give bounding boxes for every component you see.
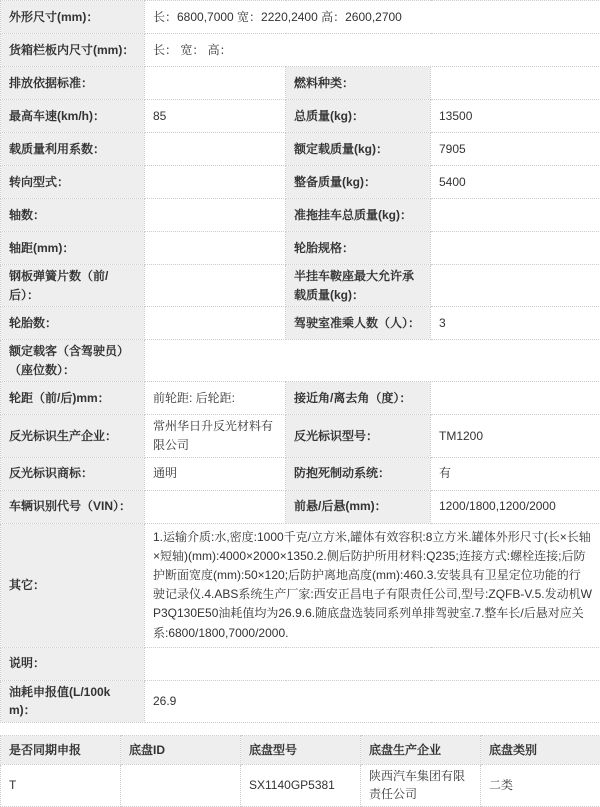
- spec-value: [145, 67, 286, 100]
- spec-value: 1200/1800,1200/2000: [431, 490, 600, 523]
- spec-label: 接近角/离去角（度）：: [286, 382, 431, 415]
- spec-value: 前轮距: 后轮距:: [145, 382, 286, 415]
- spec-label: 车辆识别代号（VIN）：: [1, 490, 145, 523]
- spec-value: [145, 340, 600, 382]
- row-cargo-box-dimensions: [1, 34, 600, 67]
- chassis-header-category: 底盘类别: [481, 735, 600, 764]
- chassis-table: [0, 735, 600, 807]
- row-notes: [1, 647, 600, 680]
- spec-label: 排放依据标准：: [1, 67, 145, 100]
- spec-value: [145, 133, 286, 166]
- row-steering-type-curb-weight: [1, 166, 600, 199]
- chassis-category-value: 二类: [481, 764, 600, 806]
- spec-value: 有: [431, 457, 600, 490]
- row-leaf-springs-saddle-load: [1, 265, 600, 307]
- row-exterior-dimensions: [1, 1, 600, 34]
- chassis-id-value: [121, 764, 241, 806]
- spec-value: 长：6800,7000 宽：2220,2400 高：2600,2700: [145, 1, 600, 34]
- spec-value: 长： 宽： 高：: [145, 34, 600, 67]
- spec-label: 钢板弹簧片数（前/后）：: [1, 265, 145, 307]
- spec-label: 转向型式：: [1, 166, 145, 199]
- chassis-header-row: [1, 735, 600, 764]
- row-track-approach-angle: [1, 382, 600, 415]
- spec-label: 外形尺寸(mm)：: [1, 1, 145, 34]
- row-reflective-trademark-abs: [1, 457, 600, 490]
- spec-value: [431, 67, 600, 100]
- row-rated-passengers: [1, 340, 600, 382]
- spec-label: 载质量利用系数：: [1, 133, 145, 166]
- row-reflective-manufacturer-model: [1, 415, 600, 457]
- spec-value: [145, 265, 286, 307]
- row-wheelbase-tire-spec: [1, 232, 600, 265]
- spec-label: 轴数：: [1, 199, 145, 232]
- spec-label: 反光标识商标：: [1, 457, 145, 490]
- chassis-model-value: SX1140GP5381: [241, 764, 361, 806]
- row-vin-overhang: [1, 490, 600, 523]
- spec-label: 驾驶室准乘人数（人）：: [286, 307, 431, 340]
- spec-label: 反光标识生产企业：: [1, 415, 145, 457]
- spec-label: 额定载客（含驾驶员）（座位数）：: [1, 340, 145, 382]
- chassis-header-same-period: 是否同期申报: [1, 735, 121, 764]
- spec-label: 总质量(kg)：: [286, 100, 431, 133]
- spec-label: 说明：: [1, 647, 145, 680]
- spec-value: [145, 647, 600, 680]
- spec-label: 其它：: [1, 523, 145, 647]
- spec-label: 半挂车鞍座最大允许承载质量(kg)：: [286, 265, 431, 307]
- chassis-header-id: 底盘ID: [121, 735, 241, 764]
- spec-label: 前悬/后悬(mm)：: [286, 490, 431, 523]
- chassis-header-model: 底盘型号: [241, 735, 361, 764]
- spec-label: 整备质量(kg)：: [286, 166, 431, 199]
- spec-value: [145, 199, 286, 232]
- spec-value: [431, 199, 600, 232]
- spec-value: [145, 307, 286, 340]
- spec-value: 3: [431, 307, 600, 340]
- spec-label: 轮距（前/后)mm：: [1, 382, 145, 415]
- spec-value: 通明: [145, 457, 286, 490]
- row-emission-standard-fuel-type: [1, 67, 600, 100]
- spec-value: [145, 166, 286, 199]
- row-axle-count-trailer-mass: [1, 199, 600, 232]
- spec-label: 油耗申报值(L/100km)：: [1, 680, 145, 722]
- spec-value: 26.9: [145, 680, 600, 722]
- spec-label: 最高车速(km/h)：: [1, 100, 145, 133]
- chassis-manufacturer-value: 陕西汽车集团有限责任公司: [361, 764, 481, 806]
- spec-label: 轮胎规格：: [286, 232, 431, 265]
- spec-value: [145, 490, 286, 523]
- row-other: [1, 523, 600, 647]
- spec-label: 防抱死制动系统：: [286, 457, 431, 490]
- spec-value: 1.运输介质:水,密度:1000千克/立方米,罐体有效容积:8立方米.罐体外形尺寸(长×长轴×短轴)(mm):4000×2000×1350.2.侧后防护所用材料:Q235;连接方式:螺栓连接;后防护断面宽度(mm):50×120;后防护离地高度(mm):460.3.安装具有卫星定位功能的行驶记录仪.4.ABS系统生产厂家:西安正昌电子有限责任公司,型号:ZQFB-V.5.发动机WP3Q130E50油耗值均为26.9.6.随底盘选装同系列单排驾驶室.7.整车长/后悬对应关系:6800/1800,7000/2000.: [145, 523, 600, 647]
- spec-value: TM1200: [431, 415, 600, 457]
- spec-value: [145, 232, 286, 265]
- row-tire-count-cab-passengers: [1, 307, 600, 340]
- spec-value: [431, 382, 600, 415]
- spec-label: 轮胎数：: [1, 307, 145, 340]
- spec-value: [431, 265, 600, 307]
- spec-label: 额定载质量(kg)：: [286, 133, 431, 166]
- spec-value: 常州华日升反光材料有限公司: [145, 415, 286, 457]
- row-load-factor-rated-load: [1, 133, 600, 166]
- spec-label: 反光标识型号：: [286, 415, 431, 457]
- spec-value: 7905: [431, 133, 600, 166]
- row-max-speed-total-mass: [1, 100, 600, 133]
- spec-label: 轴距(mm)：: [1, 232, 145, 265]
- chassis-header-manufacturer: 底盘生产企业: [361, 735, 481, 764]
- chassis-data-row: [1, 764, 600, 806]
- spec-label: 燃料种类：: [286, 67, 431, 100]
- chassis-same-period-value: T: [1, 764, 121, 806]
- spec-value: [431, 232, 600, 265]
- spec-label: 准拖挂车总质量(kg)：: [286, 199, 431, 232]
- spec-value: 5400: [431, 166, 600, 199]
- row-fuel-consumption: [1, 680, 600, 722]
- spec-value: 85: [145, 100, 286, 133]
- spec-value: 13500: [431, 100, 600, 133]
- spec-label: 货箱栏板内尺寸(mm)：: [1, 34, 145, 67]
